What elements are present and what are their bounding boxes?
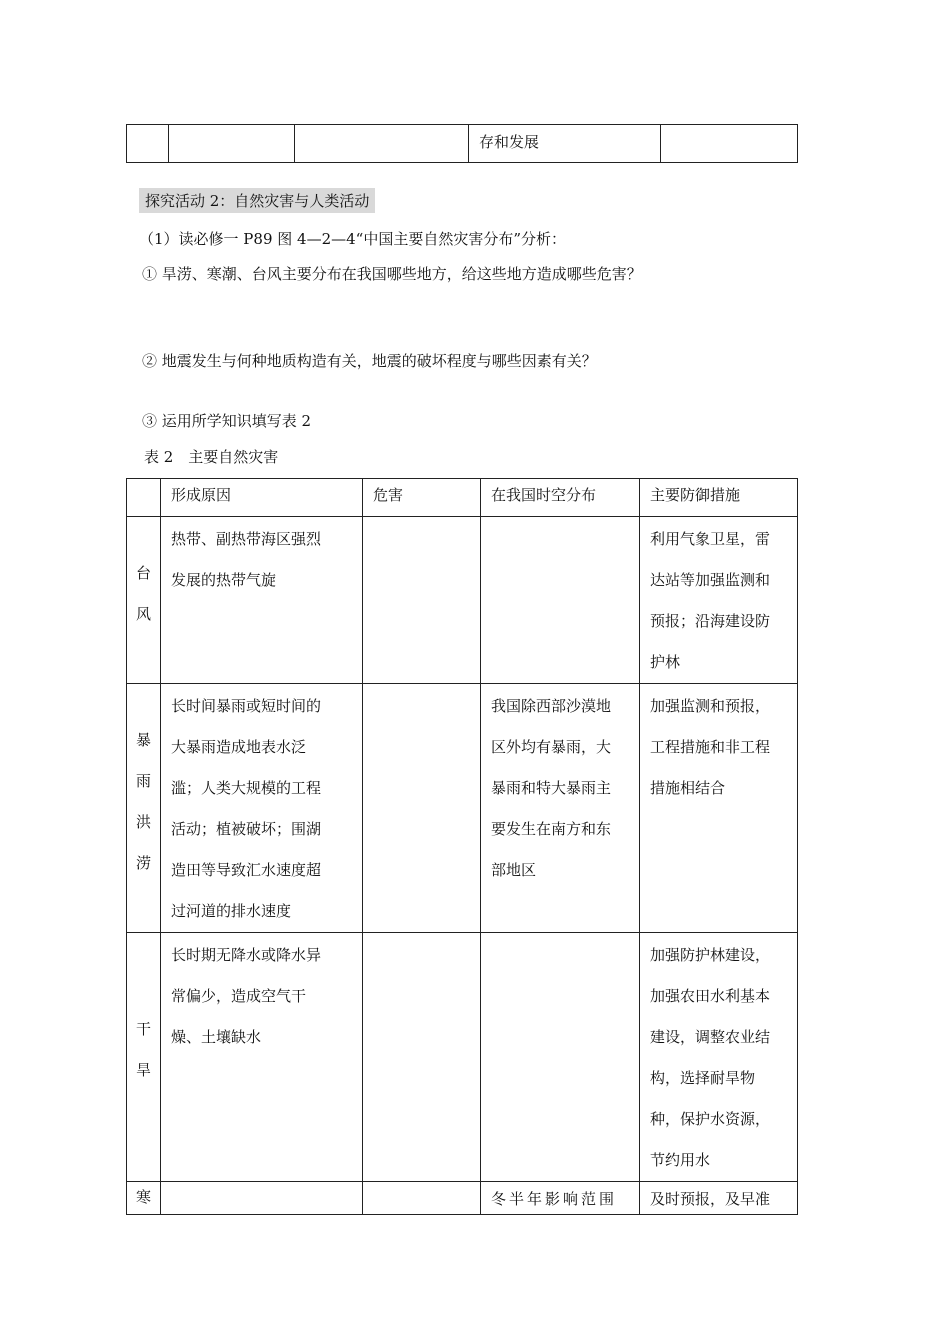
header-cell-measures: 主要防御措施 bbox=[640, 479, 798, 517]
measures-line: 达站等加强监测和 bbox=[650, 571, 771, 589]
cause-line: 大暴雨造成地表水泛 bbox=[171, 738, 307, 756]
measures-cell bbox=[640, 684, 798, 933]
disaster-name-cell bbox=[127, 517, 161, 684]
cause-cell bbox=[161, 1182, 363, 1215]
table-row bbox=[127, 125, 798, 163]
table-caption: 表 2 主要自然灾害 bbox=[144, 448, 279, 466]
table-row bbox=[127, 517, 798, 684]
instruction-text: （1）读必修一 P89 图 4—2—4“中国主要自然灾害分布”分析： bbox=[139, 230, 566, 248]
measures-cell bbox=[640, 1182, 798, 1215]
table-cell bbox=[127, 125, 169, 163]
question-3: ③ 运用所学知识填写表 2 bbox=[142, 412, 312, 430]
measures-cell bbox=[640, 933, 798, 1182]
table-header-row bbox=[127, 479, 798, 517]
measures-line: 措施相结合 bbox=[650, 779, 726, 797]
table-cell bbox=[169, 125, 295, 163]
measures-line: 工程措施和非工程 bbox=[650, 738, 771, 756]
cause-line: 发展的热带气旋 bbox=[171, 571, 277, 589]
cause-line: 活动；植被破坏；围湖 bbox=[171, 820, 322, 838]
table-row bbox=[127, 933, 798, 1182]
table-row bbox=[127, 684, 798, 933]
question-1: ① 旱涝、寒潮、台风主要分布在我国哪些地方，给这些地方造成哪些危害？ bbox=[142, 265, 642, 283]
distribution-line: 我国除西部沙漠地 bbox=[491, 697, 612, 715]
measures-line: 护林 bbox=[650, 653, 681, 671]
cause-line: 滥；人类大规模的工程 bbox=[171, 779, 322, 797]
name-char: 雨 bbox=[135, 772, 151, 790]
cause-line: 长时间暴雨或短时间的 bbox=[171, 697, 322, 715]
table-cell bbox=[661, 125, 798, 163]
harm-cell bbox=[363, 684, 481, 933]
distribution-cell bbox=[481, 517, 640, 684]
distribution-cell bbox=[481, 684, 640, 933]
distribution-line: 冬半年影响范围 bbox=[491, 1190, 618, 1208]
cause-cell bbox=[161, 517, 363, 684]
table-row bbox=[127, 1182, 798, 1215]
cause-cell bbox=[161, 684, 363, 933]
name-char: 寒 bbox=[135, 1188, 151, 1206]
harm-cell bbox=[363, 933, 481, 1182]
cause-line: 燥、土壤缺水 bbox=[171, 1028, 262, 1046]
measures-line: 节约用水 bbox=[650, 1151, 711, 1169]
header-cell-harm: 危害 bbox=[363, 479, 481, 517]
cause-line: 过河道的排水速度 bbox=[171, 902, 292, 920]
disaster-name-cell bbox=[127, 684, 161, 933]
measures-line: 及时预报，及早准 bbox=[650, 1190, 771, 1208]
table-cell bbox=[469, 125, 661, 163]
measures-line: 加强防护林建设， bbox=[650, 946, 771, 964]
cause-line: 热带、副热带海区强烈 bbox=[171, 530, 322, 548]
cause-line: 常偏少，造成空气干 bbox=[171, 987, 307, 1005]
measures-line: 加强监测和预报， bbox=[650, 697, 771, 715]
distribution-line: 部地区 bbox=[491, 861, 537, 879]
measures-line: 种，保护水资源， bbox=[650, 1110, 771, 1128]
name-char: 干 bbox=[135, 1020, 151, 1038]
measures-line: 加强农田水利基本 bbox=[650, 987, 771, 1005]
natural-disasters-table bbox=[126, 478, 798, 1215]
measures-cell bbox=[640, 517, 798, 684]
disaster-name-cell bbox=[127, 1182, 161, 1215]
distribution-line: 要发生在南方和东 bbox=[491, 820, 612, 838]
table-cell bbox=[295, 125, 469, 163]
cell-text: 存和发展 bbox=[479, 133, 540, 151]
cause-line: 长时期无降水或降水异 bbox=[171, 946, 322, 964]
measures-line: 预报；沿海建设防 bbox=[650, 612, 771, 630]
harm-cell bbox=[363, 517, 481, 684]
name-char: 台 bbox=[135, 564, 151, 582]
distribution-cell bbox=[481, 1182, 640, 1215]
measures-line: 建设，调整农业结 bbox=[650, 1028, 771, 1046]
name-char: 风 bbox=[135, 605, 151, 623]
harm-cell bbox=[363, 1182, 481, 1215]
distribution-line: 区外均有暴雨，大 bbox=[491, 738, 612, 756]
question-2: ② 地震发生与何种地质构造有关，地震的破坏程度与哪些因素有关？ bbox=[142, 352, 597, 370]
name-char: 旱 bbox=[135, 1061, 151, 1079]
name-char: 暴 bbox=[135, 731, 151, 749]
measures-line: 构，选择耐旱物 bbox=[650, 1069, 756, 1087]
name-char: 洪 bbox=[135, 813, 151, 831]
name-char: 涝 bbox=[135, 854, 151, 872]
distribution-line: 暴雨和特大暴雨主 bbox=[491, 779, 612, 797]
cause-cell bbox=[161, 933, 363, 1182]
activity-heading: 探究活动 2：自然灾害与人类活动 bbox=[139, 188, 375, 213]
disaster-name-cell bbox=[127, 933, 161, 1182]
header-cell-distribution: 在我国时空分布 bbox=[481, 479, 640, 517]
header-cell-cause: 形成原因 bbox=[161, 479, 363, 517]
distribution-cell bbox=[481, 933, 640, 1182]
top-table-fragment bbox=[126, 124, 798, 163]
cause-line: 造田等导致汇水速度超 bbox=[171, 861, 322, 879]
header-cell bbox=[127, 479, 161, 517]
measures-line: 利用气象卫星，雷 bbox=[650, 530, 771, 548]
